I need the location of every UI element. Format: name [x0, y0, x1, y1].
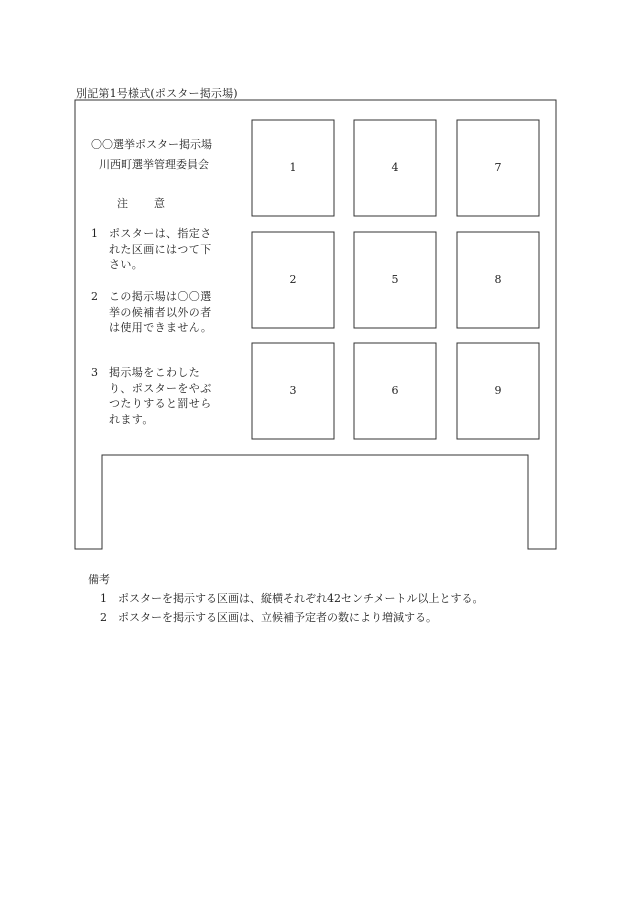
slot-number: 2: [289, 273, 297, 286]
slot-number: 5: [391, 273, 399, 286]
rule-text: ポスターは、指定された区画にはつて下さい。: [109, 227, 212, 271]
caution-heading-char: 注: [117, 197, 128, 210]
remarks-section: [88, 570, 484, 627]
rule-item: [91, 226, 221, 273]
remark-number: 2: [100, 611, 107, 624]
document-title: 別記第1号様式(ポスター掲示場): [76, 87, 238, 100]
rule-number: 2: [91, 290, 98, 303]
rule-text: 掲示場をこわしたり、ポスターをやぶつたりすると罰せられます。: [109, 366, 212, 426]
notice-header: [91, 135, 212, 175]
caution-heading-char: 意: [154, 197, 165, 210]
remark-item: [88, 589, 484, 608]
remark-text: ポスターを掲示する区画は、縦横それぞれ42センチメートル以上とする。: [118, 592, 484, 605]
rule-item: [91, 365, 221, 427]
notice-title: 〇〇選挙ポスター掲示場: [91, 138, 212, 151]
slot-number: 7: [494, 161, 502, 174]
slot-number: 8: [494, 273, 502, 286]
organization-name: 川西町選挙管理委員会: [99, 158, 209, 171]
rule-number: 1: [91, 227, 98, 240]
slot-number: 4: [391, 161, 399, 174]
rule-item: [91, 289, 221, 336]
rule-number: 3: [91, 366, 98, 379]
slot-number: 6: [391, 384, 399, 397]
remark-item: [88, 608, 484, 627]
remark-number: 1: [100, 592, 107, 605]
caution-heading: [117, 195, 165, 211]
rule-text: この掲示場は〇〇選挙の候補者以外の者は使用できません。: [109, 290, 213, 334]
remark-text: ポスターを掲示する区画は、立候補予定者の数により増減する。: [118, 611, 437, 624]
remarks-heading: 備考: [88, 573, 110, 586]
slot-number: 9: [494, 384, 502, 397]
slot-number: 3: [289, 384, 297, 397]
slot-number: 1: [289, 161, 297, 174]
